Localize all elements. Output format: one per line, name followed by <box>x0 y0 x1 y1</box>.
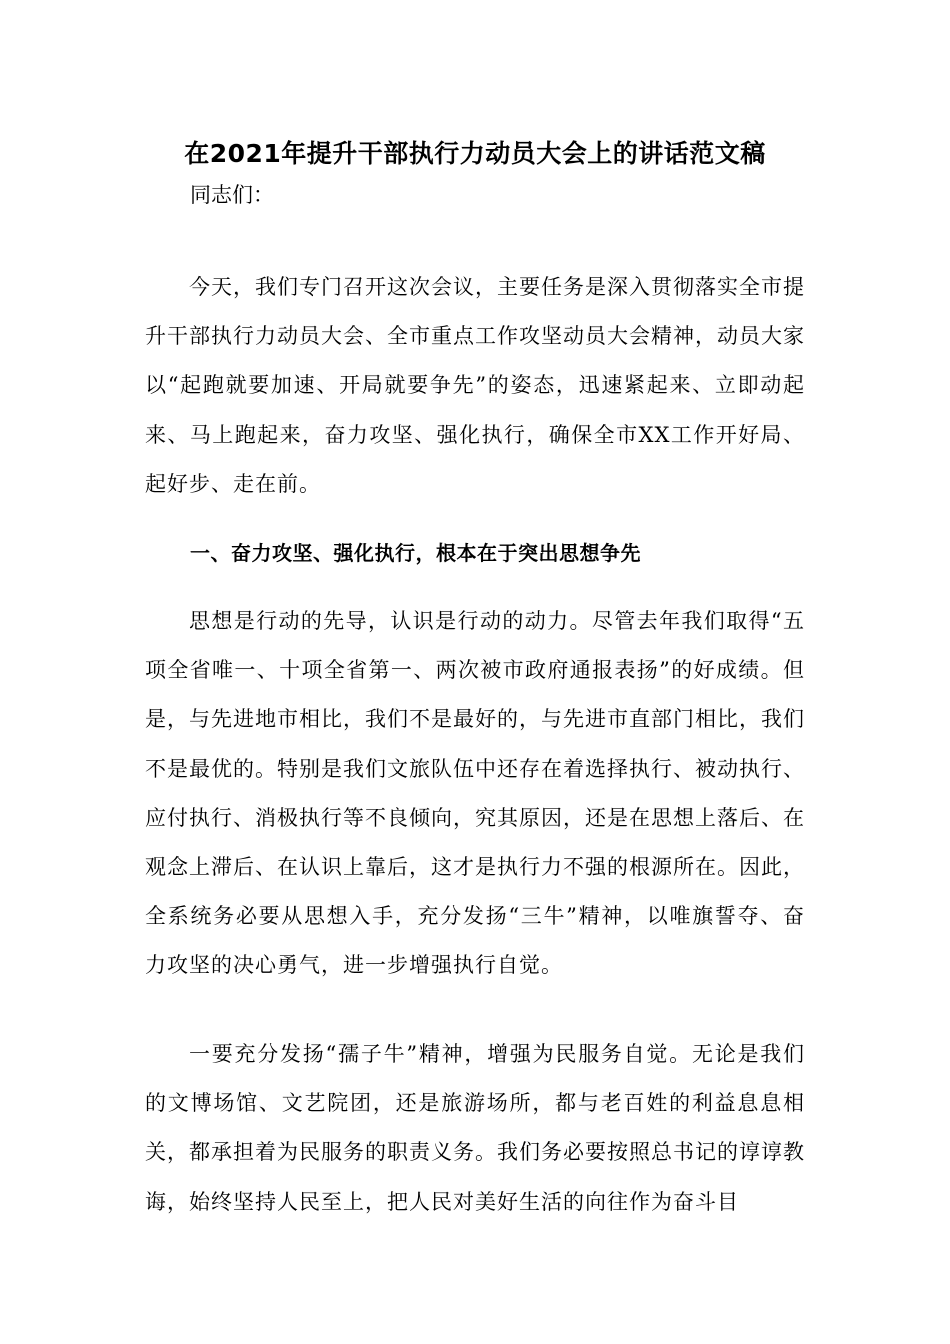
salutation: 同志们： <box>190 183 274 207</box>
section-heading: 一、奋力攻坚、强化执行，根本在于突出思想争先 <box>190 541 641 565</box>
document-title: 在2021年提升干部执行力动员大会上的讲话范文稿 <box>184 139 766 168</box>
paragraph-service: 一要充分发扬“孺子牛”精神，增强为民服务自觉。无论是我们的文博场馆、文艺院团，还是旅游场所，都与老百姓的利益息息相关，都承担着为民服务的职责义务。我们务必要按照总书记的谆谆教诲，始终坚持人民至上，把人民对美好生活的向往作为奋斗目 <box>145 1042 805 1214</box>
paragraph-thought: 思想是行动的先导，认识是行动的动力。尽管去年我们取得“五项全省唯一、十项全省第一、两次被市政府通报表扬”的好成绩。但是，与先进地市相比，我们不是最好的，与先进市直部门相比，我们不是最优的。特别是我们文旅队伍中还存在着选择执行、被动执行、应付执行、消极执行等不良倾向，究其原因，还是在思想上落后、在观念上滞后、在认识上靠后，这才是执行力不强的根源所在。因此，全系统务必要从思想入手，充分发扬“三牛”精神，以唯旗誓夺、奋力攻坚的决心勇气，进一步增强执行自觉。 <box>145 609 805 978</box>
paragraph-intro: 今天，我们专门召开这次会议，主要任务是深入贯彻落实全市提升干部执行力动员大会、全市重点工作攻坚动员大会精神，动员大家以“起跑就要加速、开局就要争先”的姿态，迅速紧起来、立即动起来、马上跑起来，奋力攻坚、强化执行，确保全市XX工作开好局、起好步、走在前。 <box>145 275 805 496</box>
